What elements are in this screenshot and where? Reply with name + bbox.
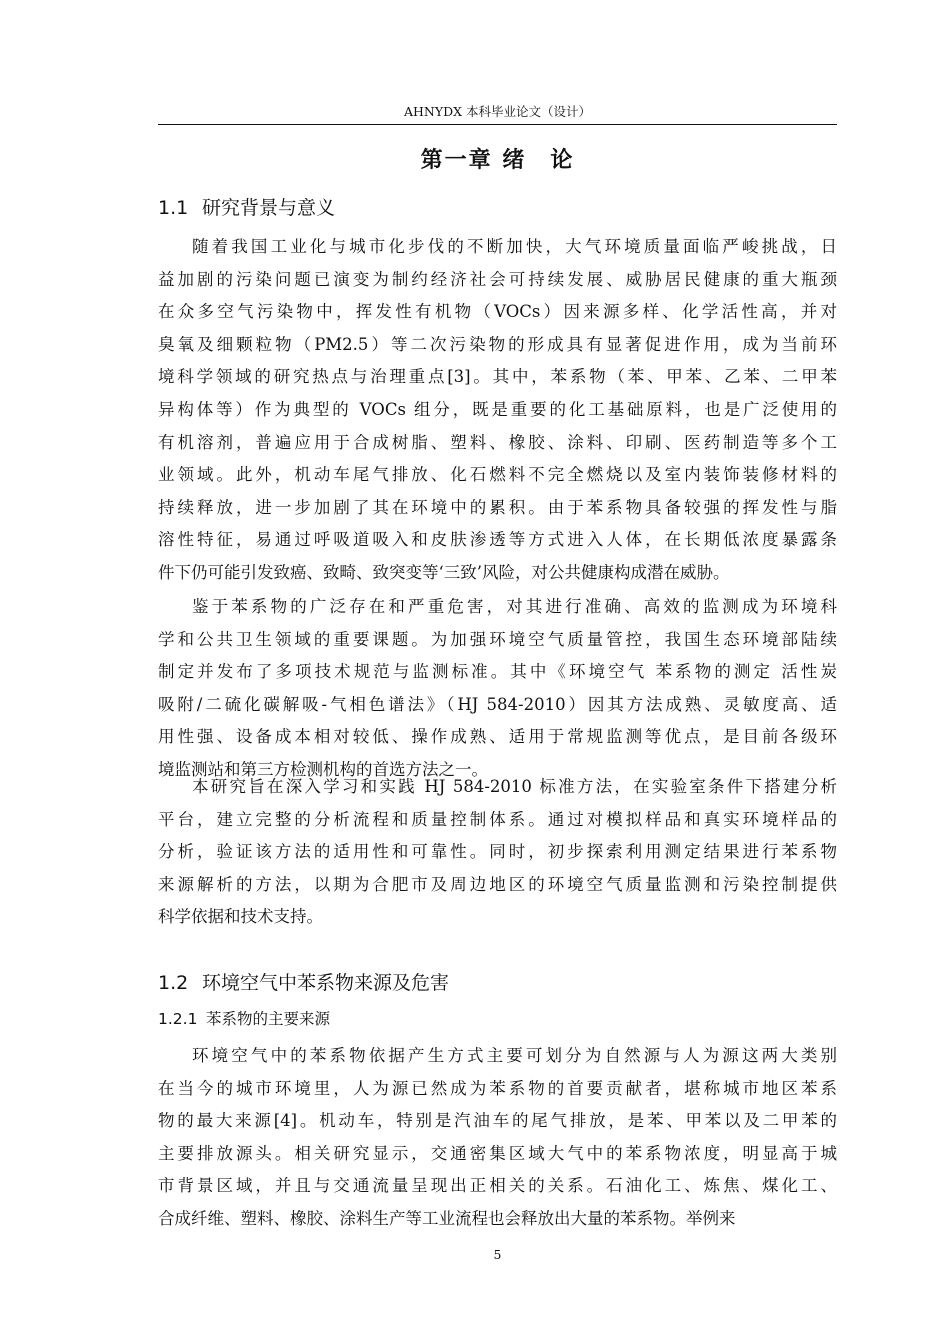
subsection-title: 苯系物的主要来源 <box>206 1010 331 1028</box>
paragraph-line: 异构体等）作为典型的 VOCs 组分，既是重要的化工基础原料，也是广泛使用的 <box>158 400 837 419</box>
paragraph-line: 在众多空气污染物中，挥发性有机物（VOCs）因来源多样、化学活性高，并对 <box>158 302 837 322</box>
paragraph-line: 科学依据和技术支持。 <box>158 907 323 927</box>
section-title: 研究背景与意义 <box>202 197 336 219</box>
subsection-heading-1-2-1 <box>158 1008 330 1030</box>
paragraph-line: 业领域。此外，机动车尾气排放、化石燃料不完全燃烧以及室内装饰装修材料的 <box>158 465 837 485</box>
paragraph-line: 境科学领域的研究热点与治理重点[3]。其中，苯系物（苯、甲苯、乙苯、二甲苯 <box>158 367 837 387</box>
paragraph-line: 益加剧的污染问题已演变为制约经济社会可持续发展、威胁居民健康的重大瓶颈 <box>158 269 837 289</box>
paragraph-line: 合成纤维、塑料、橡胶、涂料生产等工业流程也会释放出大量的苯系物。举例来 <box>158 1209 736 1228</box>
section-heading-1-2 <box>158 970 449 996</box>
paragraph-line: 来源解析的方法，以期为合肥市及周边地区的环境空气质量监测和污染控制提供 <box>158 874 837 894</box>
paragraph-line: 在当今的城市环境里，人为源已然成为苯系物的首要贡献者，堪称城市地区苯系 <box>158 1078 837 1098</box>
paragraph-line: 平台，建立完整的分析流程和质量控制体系。通过对模拟样品和真实环境样品的 <box>158 809 837 829</box>
paragraph-line: 鉴于苯系物的广泛存在和严重危害，对其进行准确、高效的监测成为环境科 <box>192 597 837 616</box>
header-rule <box>158 124 837 125</box>
paragraph-line: 件下仍可能引发致癌、致畸、致突变等‘三致’风险，对公共健康构成潜在威胁。 <box>158 563 730 582</box>
section-title: 环境空气中苯系物来源及危害 <box>202 972 450 994</box>
section-heading-1-1 <box>158 195 335 221</box>
paragraph-line: 主要排放源头。相关研究显示，交通密集区域大气中的苯系物浓度，明显高于城 <box>158 1143 837 1163</box>
paragraph-line: 臭氧及细颗粒物（PM2.5）等二次污染物的形成具有显著促进作用，成为当前环 <box>158 334 837 354</box>
paragraph-line: 境监测站和第三方检测机构的首选方法之一。 <box>158 760 488 779</box>
paragraph-line: 学和公共卫生领域的重要课题。为加强环境空气质量管控，我国生态环境部陆续 <box>158 629 837 649</box>
paragraph-line: 随着我国工业化与城市化步伐的不断加快，大气环境质量面临严峻挑战，日 <box>192 237 837 256</box>
section-number: 1.2 <box>158 972 189 994</box>
running-header: AHNYDX 本科毕业论文（设计） <box>403 104 591 119</box>
paragraph-line: 溶性特征，易通过呼吸道吸入和皮肤渗透等方式进入人体，在长期低浓度暴露条 <box>158 530 837 550</box>
paragraph-line: 环境空气中的苯系物依据产生方式主要可划分为自然源与人为源这两大类别 <box>192 1046 837 1065</box>
paragraph-line: 本研究旨在深入学习和实践 HJ 584-2010 标准方法，在实验室条件下搭建分析 <box>192 777 837 796</box>
paragraph-line: 吸附/二硫化碳解吸-气相色谱法》（HJ 584-2010）因其方法成熟、灵敏度高、适 <box>158 694 837 714</box>
subsection-number: 1.2.1 <box>158 1010 198 1028</box>
paragraph-line: 分析，验证该方法的适用性和可靠性。同时，初步探索利用测定结果进行苯系物 <box>158 842 837 862</box>
chapter-title: 第一章 绪 论 <box>420 148 575 173</box>
paragraph-line: 制定并发布了多项技术规范与监测标准。其中《环境空气 苯系物的测定 活性炭 <box>158 662 837 682</box>
paragraph-line: 持续释放，进一步加剧了其在环境中的累积。由于苯系物具备较强的挥发性与脂 <box>158 497 837 517</box>
paragraph-line: 市背景区域，并且与交通流量呈现出正相关的关系。石油化工、炼焦、煤化工、 <box>158 1176 837 1196</box>
paragraph-line: 有机溶剂，普遍应用于合成树脂、塑料、橡胶、涂料、印刷、医药制造等多个工 <box>158 432 837 452</box>
paragraph-line: 用性强、设备成本相对较低、操作成熟、适用于常规监测等优点，是目前各级环 <box>158 727 837 747</box>
section-number: 1.1 <box>158 197 189 219</box>
paragraph-line: 物的最大来源[4]。机动车，特别是汽油车的尾气排放，是苯、甲苯以及二甲苯的 <box>158 1111 837 1131</box>
page-number: 5 <box>493 1247 502 1262</box>
